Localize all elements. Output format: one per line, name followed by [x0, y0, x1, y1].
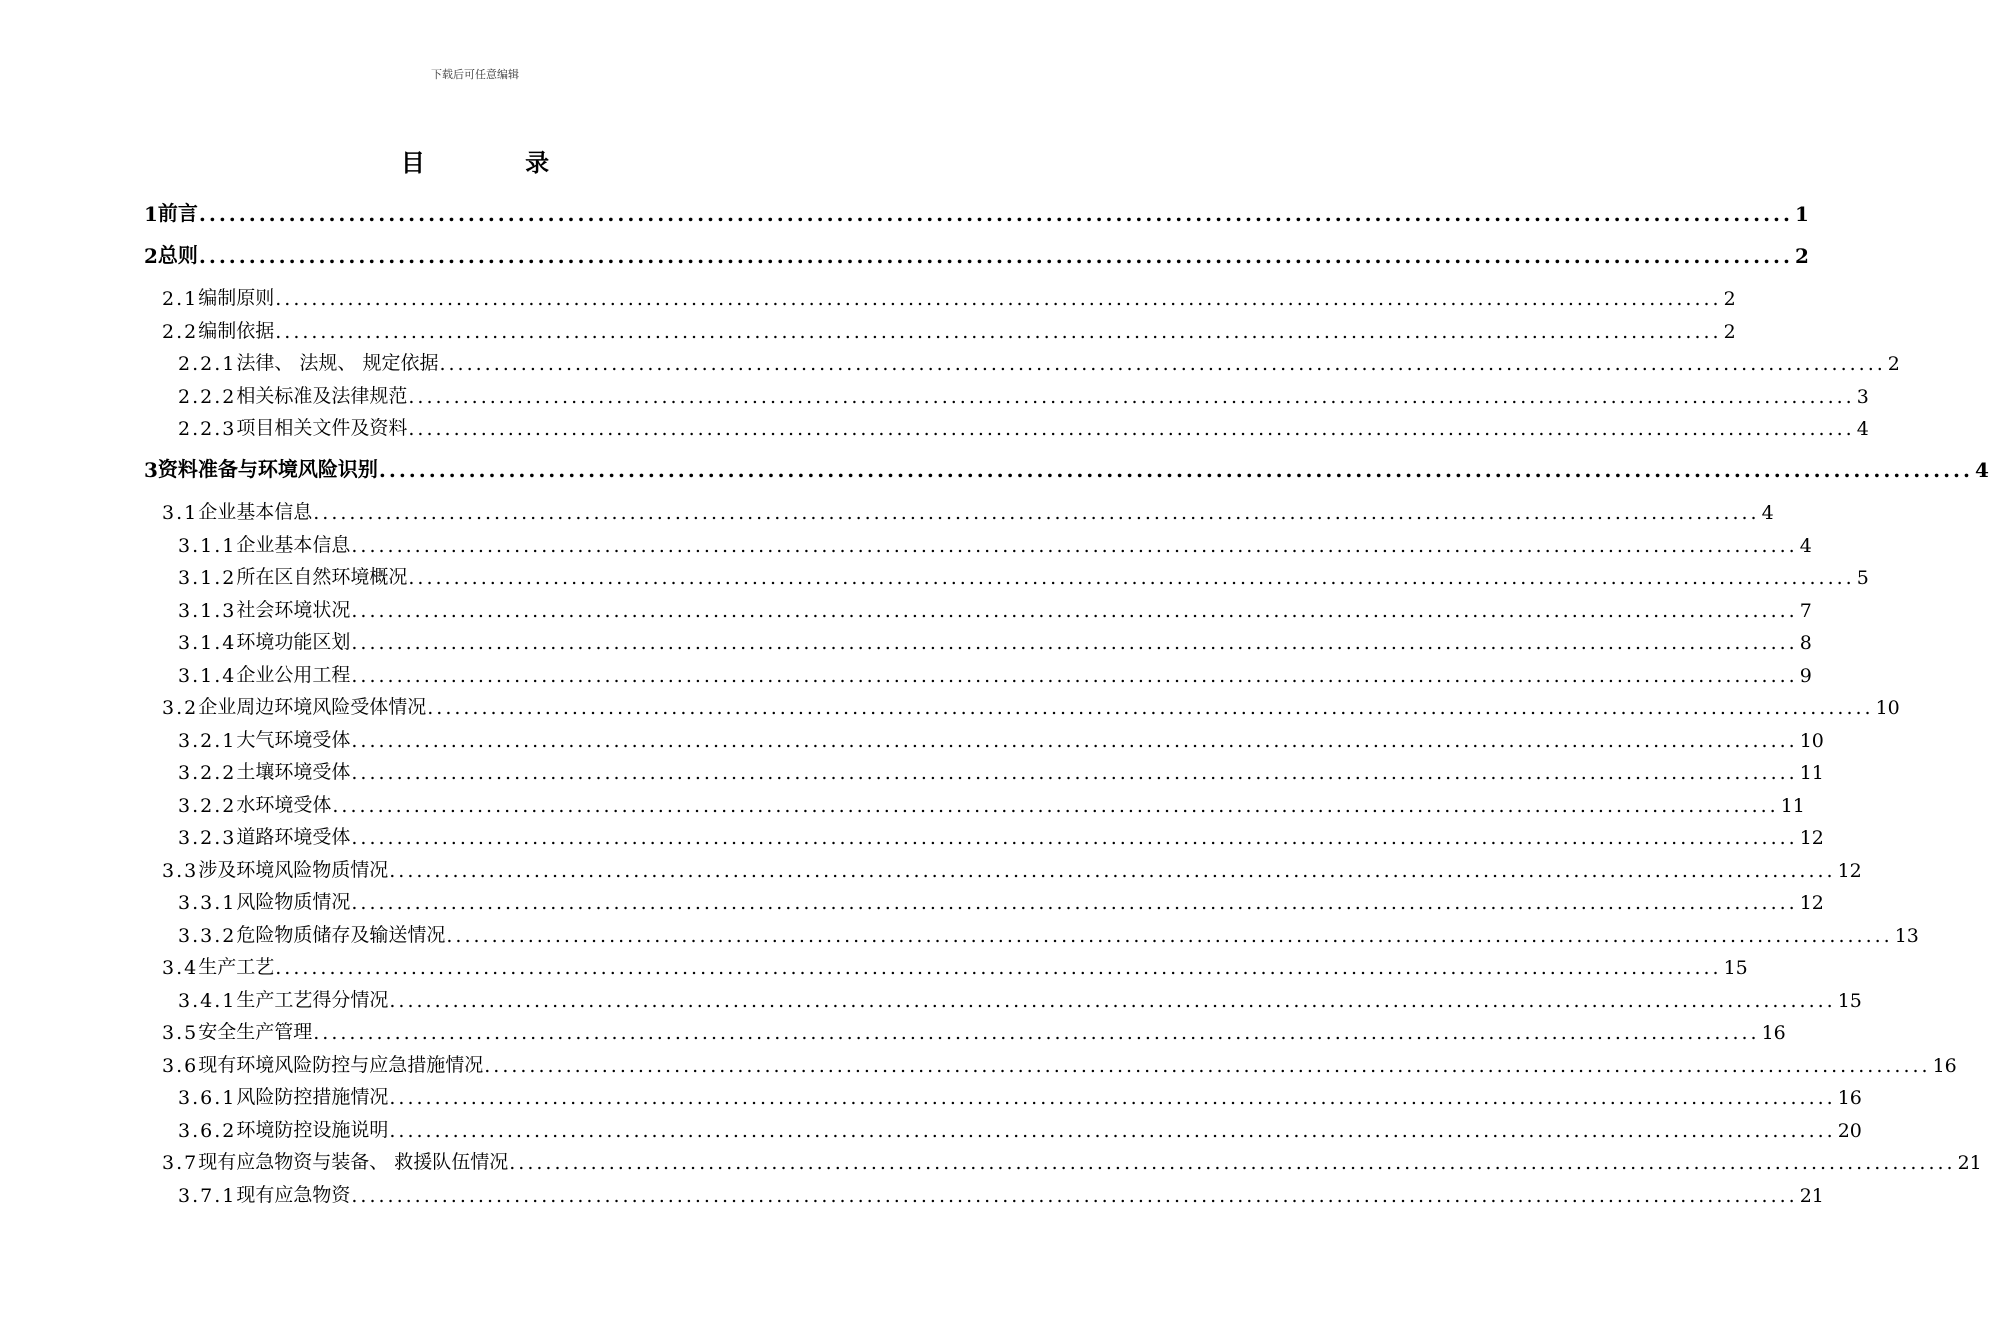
toc-entry-number: 3	[144, 458, 158, 482]
toc-entry-title: 现有应急物资与装备、 救援队伍情况	[198, 1151, 509, 1173]
toc-entry-page: 13	[1894, 924, 1919, 947]
toc-entry-number: 3.1.2	[178, 567, 237, 589]
toc-entry-number: 2.2.3	[178, 418, 237, 440]
toc-entry[interactable]	[178, 559, 1869, 589]
page-header-note: 下载后可任意编辑	[431, 68, 519, 81]
toc-entry-title: 现有应急物资	[236, 1183, 351, 1206]
toc-entry[interactable]	[178, 1112, 1862, 1142]
toc-leader-dots: ................................................................................................................................................................	[446, 924, 1893, 947]
toc-entry-title: 风险物质情况	[236, 891, 351, 913]
toc-entry-page: 4	[1799, 534, 1812, 557]
toc-entry[interactable]	[144, 238, 1809, 268]
toc-entry-title: 道路环境受体	[236, 826, 351, 848]
toc-entry-page: 4	[1974, 458, 1989, 482]
toc-leader-dots: ................................................................................................................................................................	[389, 859, 1836, 882]
toc-leader-dots: ................................................................................................................................................................	[275, 288, 1722, 310]
toc-entry-page: 4	[1856, 418, 1869, 440]
toc-entry[interactable]	[178, 378, 1869, 408]
toc-entry-page: 10	[1875, 697, 1900, 719]
toc-leader-dots: ................................................................................................................................................................	[351, 762, 1798, 784]
toc-entry-title: 现有环境风险防控与应急措施情况	[198, 1053, 484, 1076]
toc-entry-page: 12	[1799, 827, 1824, 849]
toc-leader-dots: ................................................................................................................................................................	[351, 892, 1798, 914]
toc-leader-dots: ................................................................................................................................................................	[439, 353, 1886, 375]
toc-entry-title: 所在区自然环境概况	[236, 566, 408, 588]
toc-entry-title: 企业基本信息	[198, 501, 313, 523]
toc-entry-page: 2	[1723, 320, 1736, 343]
toc-leader-dots: ................................................................................................................................................................	[484, 1054, 1931, 1077]
toc-entry-page: 8	[1799, 632, 1812, 654]
toc-entry-page: 10	[1799, 729, 1824, 752]
toc-entry-title: 企业周边环境风险受体情况	[198, 696, 427, 718]
toc-entry-page: 11	[1780, 794, 1805, 817]
toc-entry-title: 环境防控设施说明	[236, 1118, 389, 1141]
toc-entry-title: 安全生产管理	[198, 1021, 313, 1043]
toc-entry-number: 2.1	[162, 288, 199, 310]
toc-leader-dots: ................................................................................................................................................................	[408, 418, 1855, 440]
toc-entry-title: 水环境受体	[236, 793, 332, 816]
toc-leader-dots: ................................................................................................................................................................	[351, 664, 1798, 687]
toc-entry-title: 生产工艺	[198, 956, 275, 978]
toc-entry-title: 法律、 法规、 规定依据	[236, 352, 439, 374]
toc-entry-number: 3.3	[162, 859, 199, 882]
toc-entry[interactable]	[178, 1079, 1862, 1109]
toc-leader-dots: ................................................................................................................................................................	[378, 458, 1973, 482]
toc-entry-page: 21	[1957, 1152, 1982, 1174]
toc-entry[interactable]	[178, 787, 1805, 817]
toc-entry-page: 11	[1799, 762, 1824, 784]
toc-leader-dots: ................................................................................................................................................................	[313, 502, 1760, 524]
toc-entry-title: 土壤环境受体	[236, 761, 351, 783]
toc-entry[interactable]	[144, 452, 1989, 482]
toc-entry-title: 编制原则	[198, 287, 275, 309]
toc-entry-page: 16	[1932, 1054, 1957, 1077]
toc-entry-number: 3.2	[162, 697, 199, 719]
toc-entry-number: 3.2.2	[178, 762, 237, 784]
toc-leader-dots: ................................................................................................................................................................	[509, 1152, 1956, 1174]
toc-entry-title: 相关标准及法律规范	[236, 384, 408, 407]
toc-entry[interactable]	[178, 754, 1824, 784]
toc-entry-title: 编制依据	[198, 319, 275, 342]
toc-entry-number: 3.6	[162, 1054, 199, 1077]
toc-leader-dots: ................................................................................................................................................................	[332, 794, 1779, 817]
toc-entry-title: 企业基本信息	[236, 533, 351, 556]
toc-entry-page: 12	[1837, 859, 1862, 882]
toc-entry-page: 5	[1856, 567, 1869, 589]
toc-entry[interactable]	[162, 689, 1900, 719]
toc-leader-dots: ................................................................................................................................................................	[351, 1184, 1798, 1207]
toc-entry-title: 涉及环境风险物质情况	[198, 858, 389, 881]
toc-entry-page: 16	[1837, 1087, 1862, 1109]
toc-title: 目 录	[400, 149, 596, 177]
toc-entry[interactable]	[178, 982, 1862, 1012]
toc-entry-page: 15	[1837, 989, 1862, 1012]
toc-entry-number: 2.2.2	[178, 385, 237, 408]
toc-entry[interactable]	[178, 527, 1812, 557]
toc-entry-number: 3.2.2	[178, 794, 237, 817]
toc-entry-number: 3.1.3	[178, 599, 237, 622]
toc-entry-number: 3.4.1	[178, 989, 237, 1012]
toc-leader-dots: ................................................................................................................................................................	[351, 729, 1798, 752]
toc-leader-dots: ................................................................................................................................................................	[275, 320, 1722, 343]
toc-entry-page: 3	[1856, 385, 1869, 408]
toc-entry-number: 3.2.3	[178, 827, 237, 849]
toc-entry-title: 前言	[157, 201, 198, 225]
toc-entry[interactable]	[162, 280, 1736, 310]
toc-entry-page: 2	[1794, 244, 1809, 268]
toc-entry-title: 风险防控措施情况	[236, 1086, 389, 1108]
toc-entry-number: 3.7.1	[178, 1184, 237, 1207]
toc-entry-number: 3.1.1	[178, 534, 237, 557]
toc-entry[interactable]	[178, 722, 1824, 752]
toc-entry[interactable]	[162, 852, 1862, 882]
toc-entry[interactable]	[178, 1177, 1824, 1207]
toc-entry[interactable]	[162, 1144, 1982, 1174]
toc-entry-number: 2	[144, 244, 158, 268]
toc-entry-page: 1	[1794, 202, 1809, 226]
toc-entry-number: 3.6.2	[178, 1119, 237, 1142]
toc-entry[interactable]	[162, 949, 1748, 979]
toc-entry[interactable]	[178, 917, 1919, 947]
toc-entry-number: 3.2.1	[178, 729, 237, 752]
toc-entry[interactable]	[178, 345, 1900, 375]
toc-leader-dots: ................................................................................................................................................................	[389, 989, 1836, 1012]
toc-entry[interactable]	[178, 657, 1812, 687]
toc-entry-title: 危险物质储存及输送情况	[236, 923, 446, 946]
toc-leader-dots: ................................................................................................................................................................	[351, 599, 1798, 622]
toc-leader-dots: ................................................................................................................................................................	[389, 1119, 1836, 1142]
toc-leader-dots: ................................................................................................................................................................	[389, 1087, 1836, 1109]
toc-leader-dots: ................................................................................................................................................................	[408, 567, 1855, 589]
toc-leader-dots: ................................................................................................................................................................	[351, 534, 1798, 557]
toc-entry-title: 项目相关文件及资料	[236, 417, 408, 439]
toc-entry-page: 12	[1799, 892, 1824, 914]
toc-entry[interactable]	[178, 410, 1869, 440]
toc-entry[interactable]	[162, 1014, 1786, 1044]
toc-entry-title: 企业公用工程	[236, 663, 351, 686]
toc-leader-dots: ................................................................................................................................................................	[427, 697, 1874, 719]
toc-entry[interactable]	[178, 884, 1824, 914]
toc-leader-dots: ................................................................................................................................................................	[313, 1022, 1760, 1044]
toc-entry-number: 3.4	[162, 957, 199, 979]
toc-entry-number: 3.1	[162, 502, 199, 524]
toc-entry[interactable]	[162, 313, 1736, 343]
toc-leader-dots: ................................................................................................................................................................	[198, 202, 1793, 226]
toc-entry-number: 3.3.2	[178, 924, 237, 947]
toc-entry-number: 3.1.4	[178, 664, 237, 687]
toc-entry-number: 1	[144, 202, 158, 226]
toc-entry-number: 3.1.4	[178, 632, 237, 654]
toc-entry-title: 社会环境状况	[236, 598, 351, 621]
toc-entry-title: 生产工艺得分情况	[236, 988, 389, 1011]
toc-leader-dots: ................................................................................................................................................................	[198, 244, 1793, 268]
toc-entry[interactable]	[178, 592, 1812, 622]
toc-entry-title: 资料准备与环境风险识别	[157, 457, 378, 481]
toc-entry-page: 9	[1799, 664, 1812, 687]
toc-entry-page: 2	[1723, 288, 1736, 310]
toc-entry-number: 3.7	[162, 1152, 199, 1174]
toc-leader-dots: ................................................................................................................................................................	[408, 385, 1855, 408]
toc-entry-number: 2.2	[162, 320, 199, 343]
toc-entry[interactable]	[162, 494, 1774, 524]
toc-leader-dots: ................................................................................................................................................................	[275, 957, 1722, 979]
toc-entry-number: 3.6.1	[178, 1087, 237, 1109]
toc-entry-page: 7	[1799, 599, 1812, 622]
toc-entry[interactable]	[178, 819, 1824, 849]
toc-entry-page: 15	[1723, 957, 1748, 979]
toc-entry-title: 总则	[157, 243, 198, 267]
toc-entry-page: 2	[1887, 353, 1900, 375]
toc-entry[interactable]	[144, 196, 1809, 226]
toc-entry[interactable]	[162, 1047, 1957, 1077]
toc-entry-page: 20	[1837, 1119, 1862, 1142]
toc-entry-number: 3.5	[162, 1022, 199, 1044]
toc-entry-page: 4	[1761, 502, 1774, 524]
toc-entry-page: 21	[1799, 1184, 1824, 1207]
toc-entry[interactable]	[178, 624, 1812, 654]
toc-entry-page: 16	[1761, 1022, 1786, 1044]
toc-leader-dots: ................................................................................................................................................................	[351, 827, 1798, 849]
toc-leader-dots: ................................................................................................................................................................	[351, 632, 1798, 654]
toc-entry-title: 大气环境受体	[236, 728, 351, 751]
toc-entry-title: 环境功能区划	[236, 631, 351, 653]
toc-entry-number: 2.2.1	[178, 353, 237, 375]
toc-entry-number: 3.3.1	[178, 892, 237, 914]
